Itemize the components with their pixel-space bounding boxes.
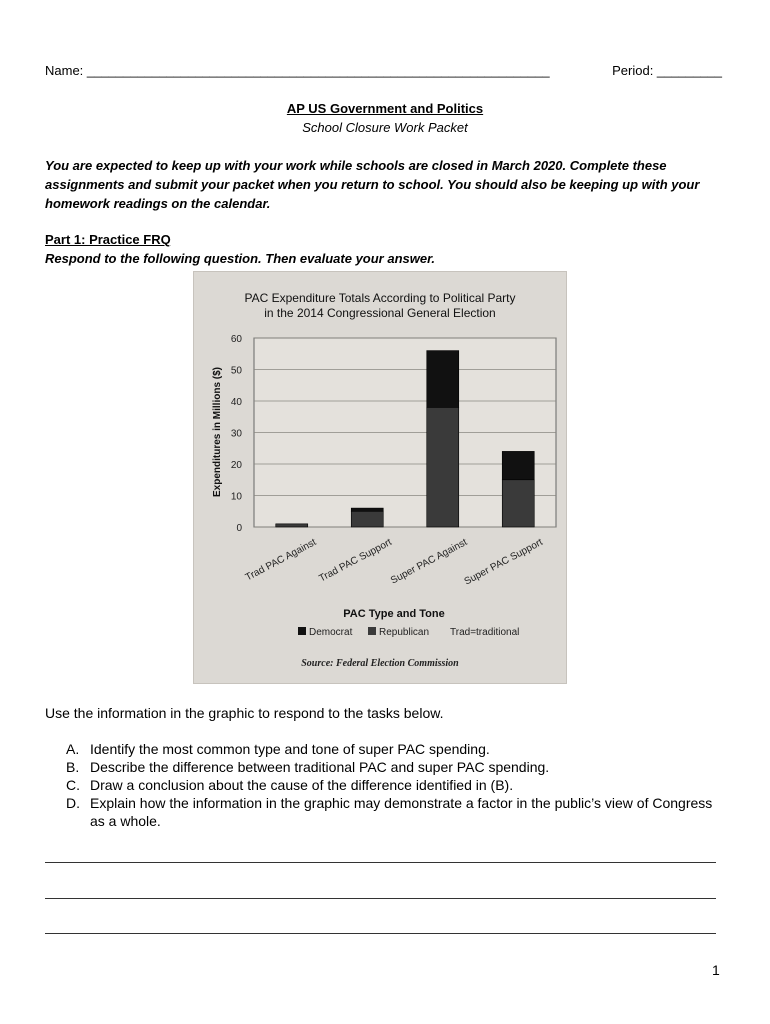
bar-republican (427, 407, 459, 527)
part1-instructions: Respond to the following question. Then evaluate your answer. (45, 251, 436, 266)
x-tick-label: Super PAC Support (462, 536, 545, 588)
chart-legend (298, 627, 519, 638)
answer-line[interactable] (45, 933, 716, 934)
task-text: Describe the difference between traditional PAC and super PAC spending. (90, 759, 550, 775)
part1-heading: Part 1: Practice FRQ (45, 232, 171, 247)
page-number: 1 (712, 962, 720, 978)
bar-democrat (351, 508, 383, 511)
x-axis-label: PAC Type and Tone (343, 608, 445, 620)
chart-title-line-2: in the 2014 Congressional General Election (264, 306, 496, 320)
use-info-text: Use the information in the graphic to respond to the tasks below. (45, 705, 444, 721)
name-period-line (45, 63, 725, 78)
task-item (66, 758, 726, 776)
y-tick-label: 40 (230, 397, 242, 408)
task-letter: C. (66, 777, 80, 793)
legend-note: Trad=traditional (450, 627, 520, 638)
chart-title-line-1: PAC Expenditure Totals According to Political Party (244, 291, 516, 305)
y-axis-label: Expenditures in Millions ($) (212, 366, 223, 498)
pac-expenditure-chart (194, 272, 566, 683)
task-letter: A. (66, 741, 80, 757)
task-item (66, 776, 726, 794)
task-item (66, 740, 726, 758)
task-text: Identify the most common type and tone of super PAC spending. (90, 741, 490, 757)
x-tick-label: Super PAC Against (389, 536, 470, 587)
answer-line[interactable] (45, 862, 716, 863)
task-letter: B. (66, 759, 80, 775)
y-tick-label: 10 (230, 491, 242, 503)
legend-label-republican: Republican (379, 627, 430, 638)
bar-democrat (502, 451, 534, 479)
y-tick-label: 30 (230, 428, 242, 440)
legend-swatch-republican (368, 627, 376, 635)
legend-swatch-democrat (298, 627, 306, 635)
page-title: AP US Government and Politics (286, 101, 484, 116)
task-item (66, 794, 726, 830)
legend-label-democrat: Democrat (309, 627, 353, 638)
y-tick-label: 20 (230, 460, 242, 471)
task-text: Explain how the information in the graphic may demonstrate a factor in the public’s view of Congress as a whole. (90, 795, 713, 829)
name-label: Name: ________________________________________________________________ (45, 63, 550, 78)
task-letter: D. (66, 795, 80, 811)
task-text: Draw a conclusion about the cause of the difference identified in (B). (90, 777, 514, 793)
y-tick-label: 50 (230, 365, 242, 377)
bar-republican (276, 524, 308, 527)
y-tick-label: 0 (236, 523, 242, 534)
period-label: Period: _________ (612, 63, 722, 78)
chart-photo (193, 271, 567, 684)
x-tick-label: Trad PAC Against (243, 536, 319, 584)
bar-republican (502, 480, 534, 527)
task-list (66, 740, 726, 830)
chart-source: Source: Federal Election Commission (301, 658, 459, 669)
y-tick-label: 60 (230, 334, 242, 345)
intro-paragraph: You are expected to keep up with your work while schools are closed in March 2020. Complete these assignments and submit your packet when you return to school. You should also be keeping up with your homework readings on the calendar. (45, 158, 700, 211)
page-subtitle: School Closure Work Packet (302, 120, 468, 135)
bar-democrat (427, 351, 459, 408)
x-tick-label: Trad PAC Support (317, 536, 394, 585)
answer-line[interactable] (45, 898, 716, 899)
bar-republican (351, 511, 383, 527)
